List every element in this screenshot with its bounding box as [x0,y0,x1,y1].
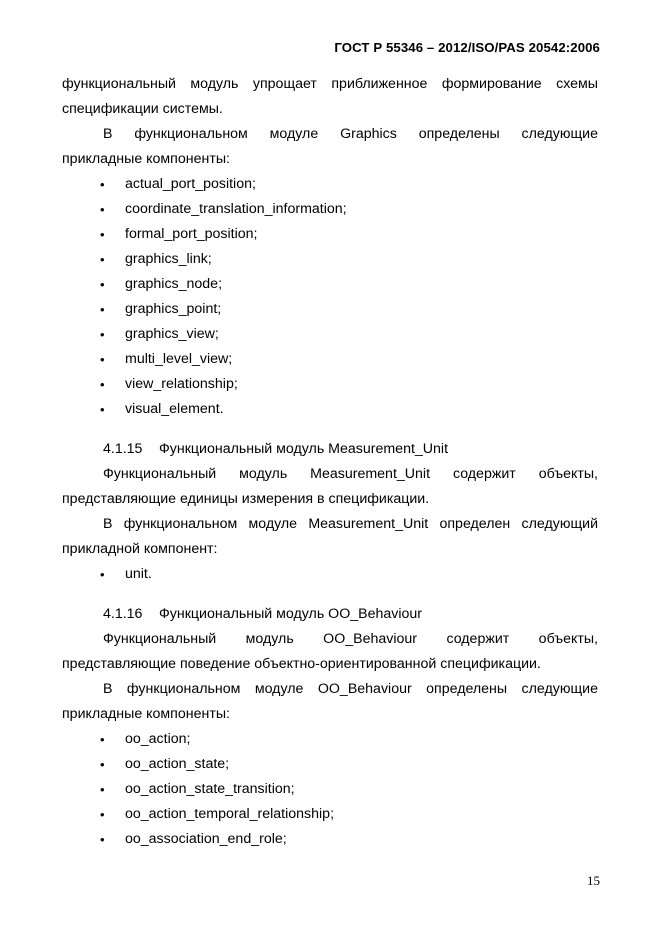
measurement-unit-components-list [62,562,598,587]
bullet-icon: • [100,277,105,292]
paragraph-line: В функциональном модуле Measurement_Unit определен следующий [103,516,598,532]
list-item: • graphics_link; [62,247,598,272]
paragraph-line: прикладной компонент: [62,541,218,557]
list-item: • oo_action_state; [62,752,598,777]
list-item: • graphics_view; [62,322,598,347]
bullet-icon: • [100,352,105,367]
oo-behaviour-components-list [62,727,598,852]
list-item: • unit. [62,562,598,587]
section-number: 4.1.15 [103,441,143,457]
list-item: • formal_port_position; [62,222,598,247]
bullet-icon: • [100,732,105,747]
section-spacer [62,422,598,437]
paragraph-line: функциональный модуль упрощает приближенное формирование схемы [62,76,598,92]
section-heading [62,602,598,627]
bullet-icon: • [100,177,105,192]
bullet-icon: • [100,782,105,797]
bullet-icon: • [100,252,105,267]
bullet-icon: • [100,832,105,847]
list-item: • visual_element. [62,397,598,422]
paragraph-line: представляющие единицы измерения в спецификации. [62,491,430,507]
section-title: Функциональный модуль Measurement_Unit [159,441,449,457]
section-heading [62,437,598,462]
list-item: • oo_action_state_transition; [62,777,598,802]
paragraph-line: представляющие поведение объектно-ориентированной спецификации. [62,656,541,672]
list-item: • graphics_node; [62,272,598,297]
graphics-components-list [62,172,598,422]
paragraph-line: прикладные компоненты: [62,706,230,722]
page-content [62,72,598,852]
list-item: • view_relationship; [62,372,598,397]
paragraph-line: В функциональном модуле Graphics определены следующие [103,126,598,142]
bullet-icon: • [100,402,105,417]
paragraph-line: В функциональном модуле OO_Behaviour определены следующие [103,681,598,697]
section-spacer [62,587,598,602]
paragraph-line: Функциональный модуль Measurement_Unit содержит объекты, [103,466,598,482]
list-item: • oo_action; [62,727,598,752]
paragraph-line: прикладные компоненты: [62,151,230,167]
bullet-icon: • [100,567,105,582]
list-item: • actual_port_position; [62,172,598,197]
bullet-icon: • [100,327,105,342]
bullet-icon: • [100,227,105,242]
bullet-icon: • [100,202,105,217]
list-item: • oo_action_temporal_relationship; [62,802,598,827]
bullet-icon: • [100,807,105,822]
list-item: • coordinate_translation_information; [62,197,598,222]
paragraph-line: Функциональный модуль OO_Behaviour содержит объекты, [103,631,598,647]
list-item: • oo_association_end_role; [62,827,598,852]
paragraph-line: спецификации системы. [62,101,223,117]
bullet-icon: • [100,302,105,317]
document-header: ГОСТ Р 55346 – 2012/ISO/PAS 20542:2006 [334,40,600,55]
section-title: Функциональный модуль OO_Behaviour [159,606,423,622]
list-item: • graphics_point; [62,297,598,322]
page-number: 15 [587,873,600,888]
bullet-icon: • [100,757,105,772]
bullet-icon: • [100,377,105,392]
section-number: 4.1.16 [103,606,143,622]
list-item: • multi_level_view; [62,347,598,372]
